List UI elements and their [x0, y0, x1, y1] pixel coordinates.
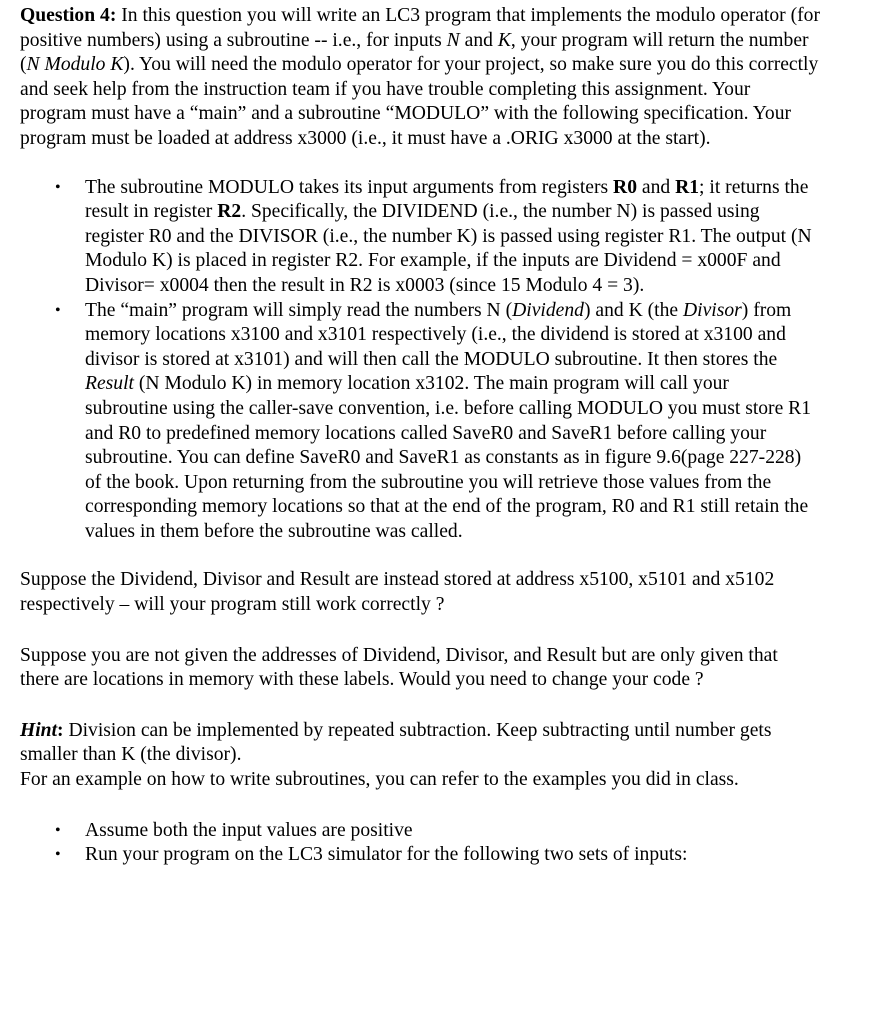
spec2-text-4: (N Modulo K) in memory location x3102. The main program will call your subroutine using the caller-save convention, i.e. before calling MODULO you must store R1 and R0 to predefined memory locations called SaveR0 and SaveR1 before calling your subroutine. You can define SaveR0 and SaveR1 as constants as in figure 9.6(page 227-228) of the book. Upon returning from the subroutine you will retrieve those values from the corresponding memory locations so that at the end of the program, R0 and R1 still retain the values in them before the subroutine was called.: [85, 373, 812, 542]
intro-n: N: [446, 29, 460, 51]
spec2-text-3: ) from memory locations x3100 and x3101 respectively (i.e., the dividend is stored at x3100 and divisor is stored at x3101) and will then call the MODULO subroutine. It then stores the: [85, 299, 792, 370]
spec1-r2: R2: [217, 201, 242, 223]
spec1-text-1: The subroutine MODULO takes its input arguments from registers: [85, 176, 614, 198]
spec2-result: Result: [85, 373, 134, 395]
spec1-r1: R1: [675, 176, 700, 198]
hint-paragraph: [20, 719, 820, 793]
spec1-text-2: and: [637, 176, 676, 198]
spec2-text-2: ) and K (the: [583, 299, 683, 321]
instructions-list: [0, 819, 895, 868]
list-item: [55, 819, 815, 844]
instruction-1-text: Assume both the input values are positive: [85, 819, 413, 841]
spec1-text-3: ; it returns the result in register: [85, 176, 809, 223]
spec1-text-4: . Specifically, the DIVIDEND (i.e., the number N) is passed using register R0 and the DIVISOR (i.e., the number K) is passed using register R1. The output (N Modulo K) is placed in register R2. For example, if the inputs are Dividend = x000F and Divisor= x0004 then the result in R2 is x0003 (since 15 Modulo 4 = 3).: [85, 201, 812, 296]
question-unknown-addresses: Suppose you are not given the addresses of Dividend, Divisor, and Result but are only given that there are locations in memory with these labels. Would you need to change your code ?: [20, 644, 778, 691]
hint-text-2: For an example on how to write subroutines, you can refer to the examples you did in class.: [20, 769, 739, 791]
list-item: [55, 176, 815, 299]
spec2-dividend: Dividend: [512, 299, 584, 321]
question-relocated-addresses: Suppose the Dividend, Divisor and Result are instead stored at address x5100, x5101 and x5102 respectively – will your program still work correctly ?: [20, 569, 775, 616]
spec1-r0: R0: [613, 176, 637, 198]
question-label: [20, 5, 116, 26]
intro-n-modulo-k: N Modulo K: [26, 54, 124, 76]
bullet-icon: •: [55, 846, 61, 864]
intro-text-4: ). You will need the modulo operator for your project, so make sure you do this correctly and seek help from the instruction team if you have trouble completing this assignment. Your program must have a “main” and a subroutine “MODULO” with the following specification. Your program must be loaded at address x3000 (i.e., it must have a .ORIG x3000 at the start).: [20, 54, 819, 149]
intro-k: K: [497, 29, 511, 51]
hint-label-text: Hint: [20, 719, 58, 741]
instruction-2-text: Run your program on the LC3 simulator for the following two sets of inputs:: [85, 844, 688, 866]
bullet-icon: •: [55, 178, 61, 196]
intro-text-1: In this question you will write an LC3 program that implements the modulo operator (for positive numbers) using a subroutine -- i.e., for inputs: [20, 5, 820, 51]
hint-text-1: Division can be implemented by repeated subtraction. Keep subtracting until number gets smaller than K (the divisor).: [20, 719, 772, 766]
spec2-text-1: The “main” program will simply read the numbers N (: [85, 299, 513, 321]
intro-text-3: , your program will return the number (: [20, 29, 809, 76]
bullet-icon: •: [55, 301, 61, 319]
specification-list: [0, 176, 895, 545]
bullet-icon: •: [55, 821, 61, 839]
question-label-text: Question 4: [20, 5, 110, 26]
question-intro: [20, 4, 820, 152]
question-label-colon: :: [109, 5, 117, 26]
hint-label: [20, 720, 57, 741]
list-item: [55, 299, 815, 545]
spec2-divisor: Divisor: [683, 299, 742, 321]
list-item: [55, 843, 815, 868]
intro-text-2: and: [459, 29, 498, 51]
hint-label-colon: :: [57, 719, 64, 741]
